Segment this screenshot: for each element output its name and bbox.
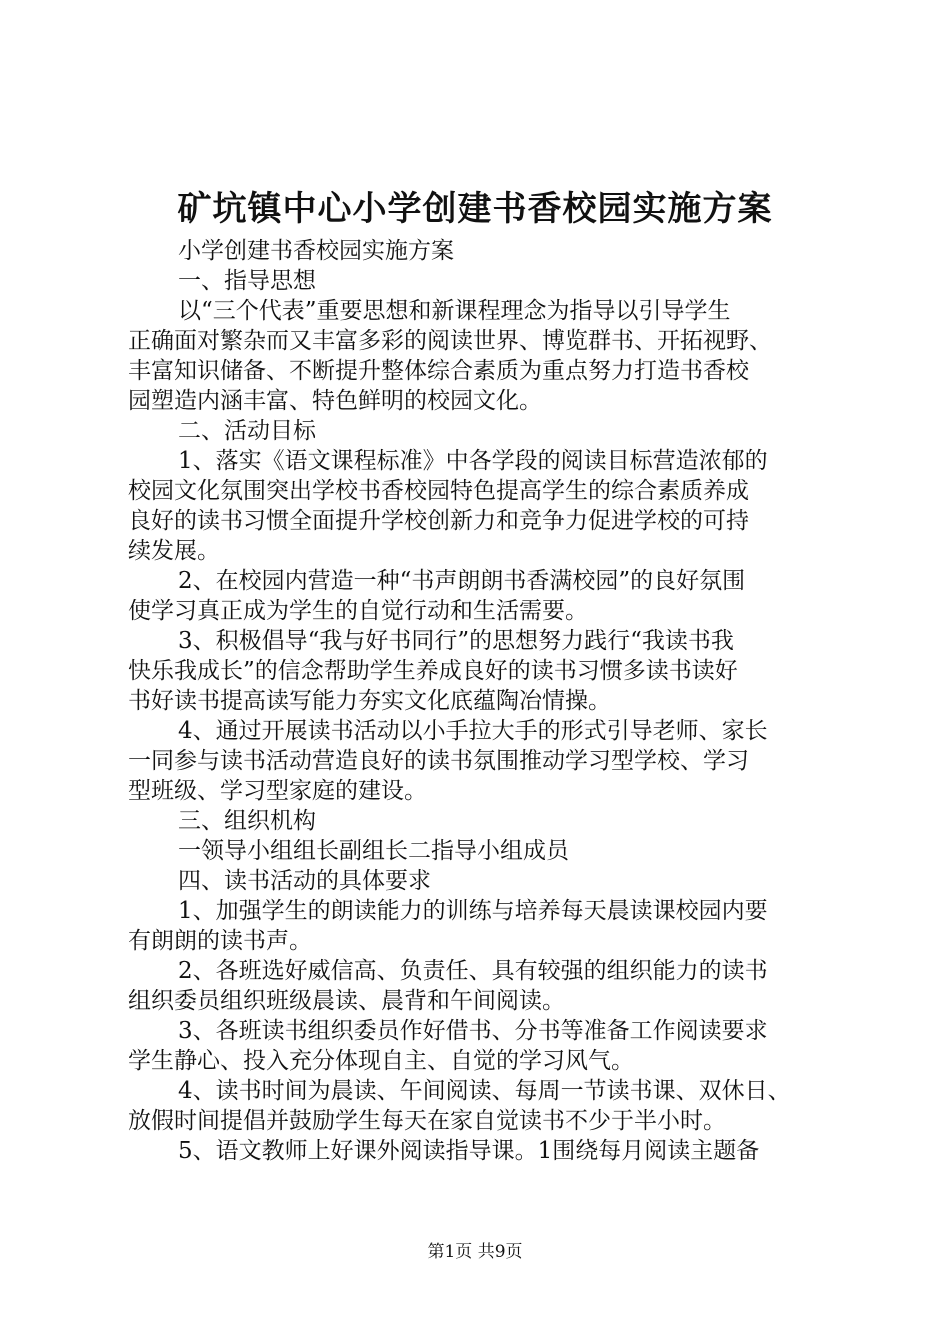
text-line: 快乐我成长”的信念帮助学生养成良好的读书习惯多读书读好 (128, 658, 738, 684)
section-heading: 二、活动目标 (178, 418, 316, 444)
text-line: 有朗朗的读书声。 (128, 928, 312, 954)
text-line: 1、加强学生的朗读能力的训练与培养每天晨读课校园内要 (178, 898, 768, 924)
text-line: 使学习真正成为学生的自觉行动和生活需要。 (128, 598, 588, 624)
text-line: 3、各班读书组织委员作好借书、分书等准备工作阅读要求 (178, 1018, 768, 1044)
text-line: 4、读书时间为晨读、午间阅读、每周一节读书课、双休日、 (178, 1078, 791, 1104)
text-line: 型班级、学习型家庭的建设。 (128, 778, 427, 804)
text-line: 一领导小组组长副组长二指导小组成员 (178, 838, 569, 864)
text-line: 组织委员组织班级晨读、晨背和午间阅读。 (128, 988, 565, 1014)
text-line: 放假时间提倡并鼓励学生每天在家自觉读书不少于半小时。 (128, 1108, 726, 1134)
text-line: 书好读书提高读写能力夯实文化底蕴陶冶情操。 (128, 688, 611, 714)
text-line: 2、各班选好威信高、负责任、具有较强的组织能力的读书 (178, 958, 768, 984)
text-line: 4、通过开展读书活动以小手拉大手的形式引导老师、家长 (178, 718, 768, 744)
text-line: 正确面对繁杂而又丰富多彩的阅读世界、博览群书、开拓视野、 (128, 328, 772, 354)
text-line: 小学创建书香校园实施方案 (178, 238, 454, 264)
text-line: 学生静心、投入充分体现自主、自觉的学习风气。 (128, 1048, 634, 1074)
text-line: 以“三个代表”重要思想和新课程理念为指导以引导学生 (178, 298, 731, 324)
text-line: 续发展。 (128, 538, 220, 564)
document-body (128, 236, 833, 1166)
text-line: 1、落实《语文课程标准》中各学段的阅读目标营造浓郁的 (178, 448, 768, 474)
text-line: 5、语文教师上好课外阅读指导课。1围绕每月阅读主题备 (178, 1138, 760, 1164)
text-line: 校园文化氛围突出学校书香校园特色提高学生的综合素质养成 (128, 478, 749, 504)
section-heading: 三、组织机构 (178, 808, 316, 834)
text-line: 一同参与读书活动营造良好的读书氛围推动学习型学校、学习 (128, 748, 749, 774)
text-line: 丰富知识储备、不断提升整体综合素质为重点努力打造书香校 (128, 358, 749, 384)
page-number-footer: 第1页 共9页 (427, 1242, 523, 1262)
document-title: 矿坑镇中心小学创建书香校园实施方案 (177, 189, 773, 229)
text-line: 2、在校园内营造一种“书声朗朗书香满校园”的良好氛围 (178, 568, 746, 594)
text-line: 3、积极倡导“我与好书同行”的思想努力践行“我读书我 (178, 628, 734, 654)
text-line: 良好的读书习惯全面提升学校创新力和竞争力促进学校的可持 (128, 508, 749, 534)
text-line: 园塑造内涵丰富、特色鲜明的校园文化。 (128, 388, 542, 414)
section-heading: 一、指导思想 (178, 268, 316, 294)
section-heading: 四、读书活动的具体要求 (178, 868, 431, 894)
